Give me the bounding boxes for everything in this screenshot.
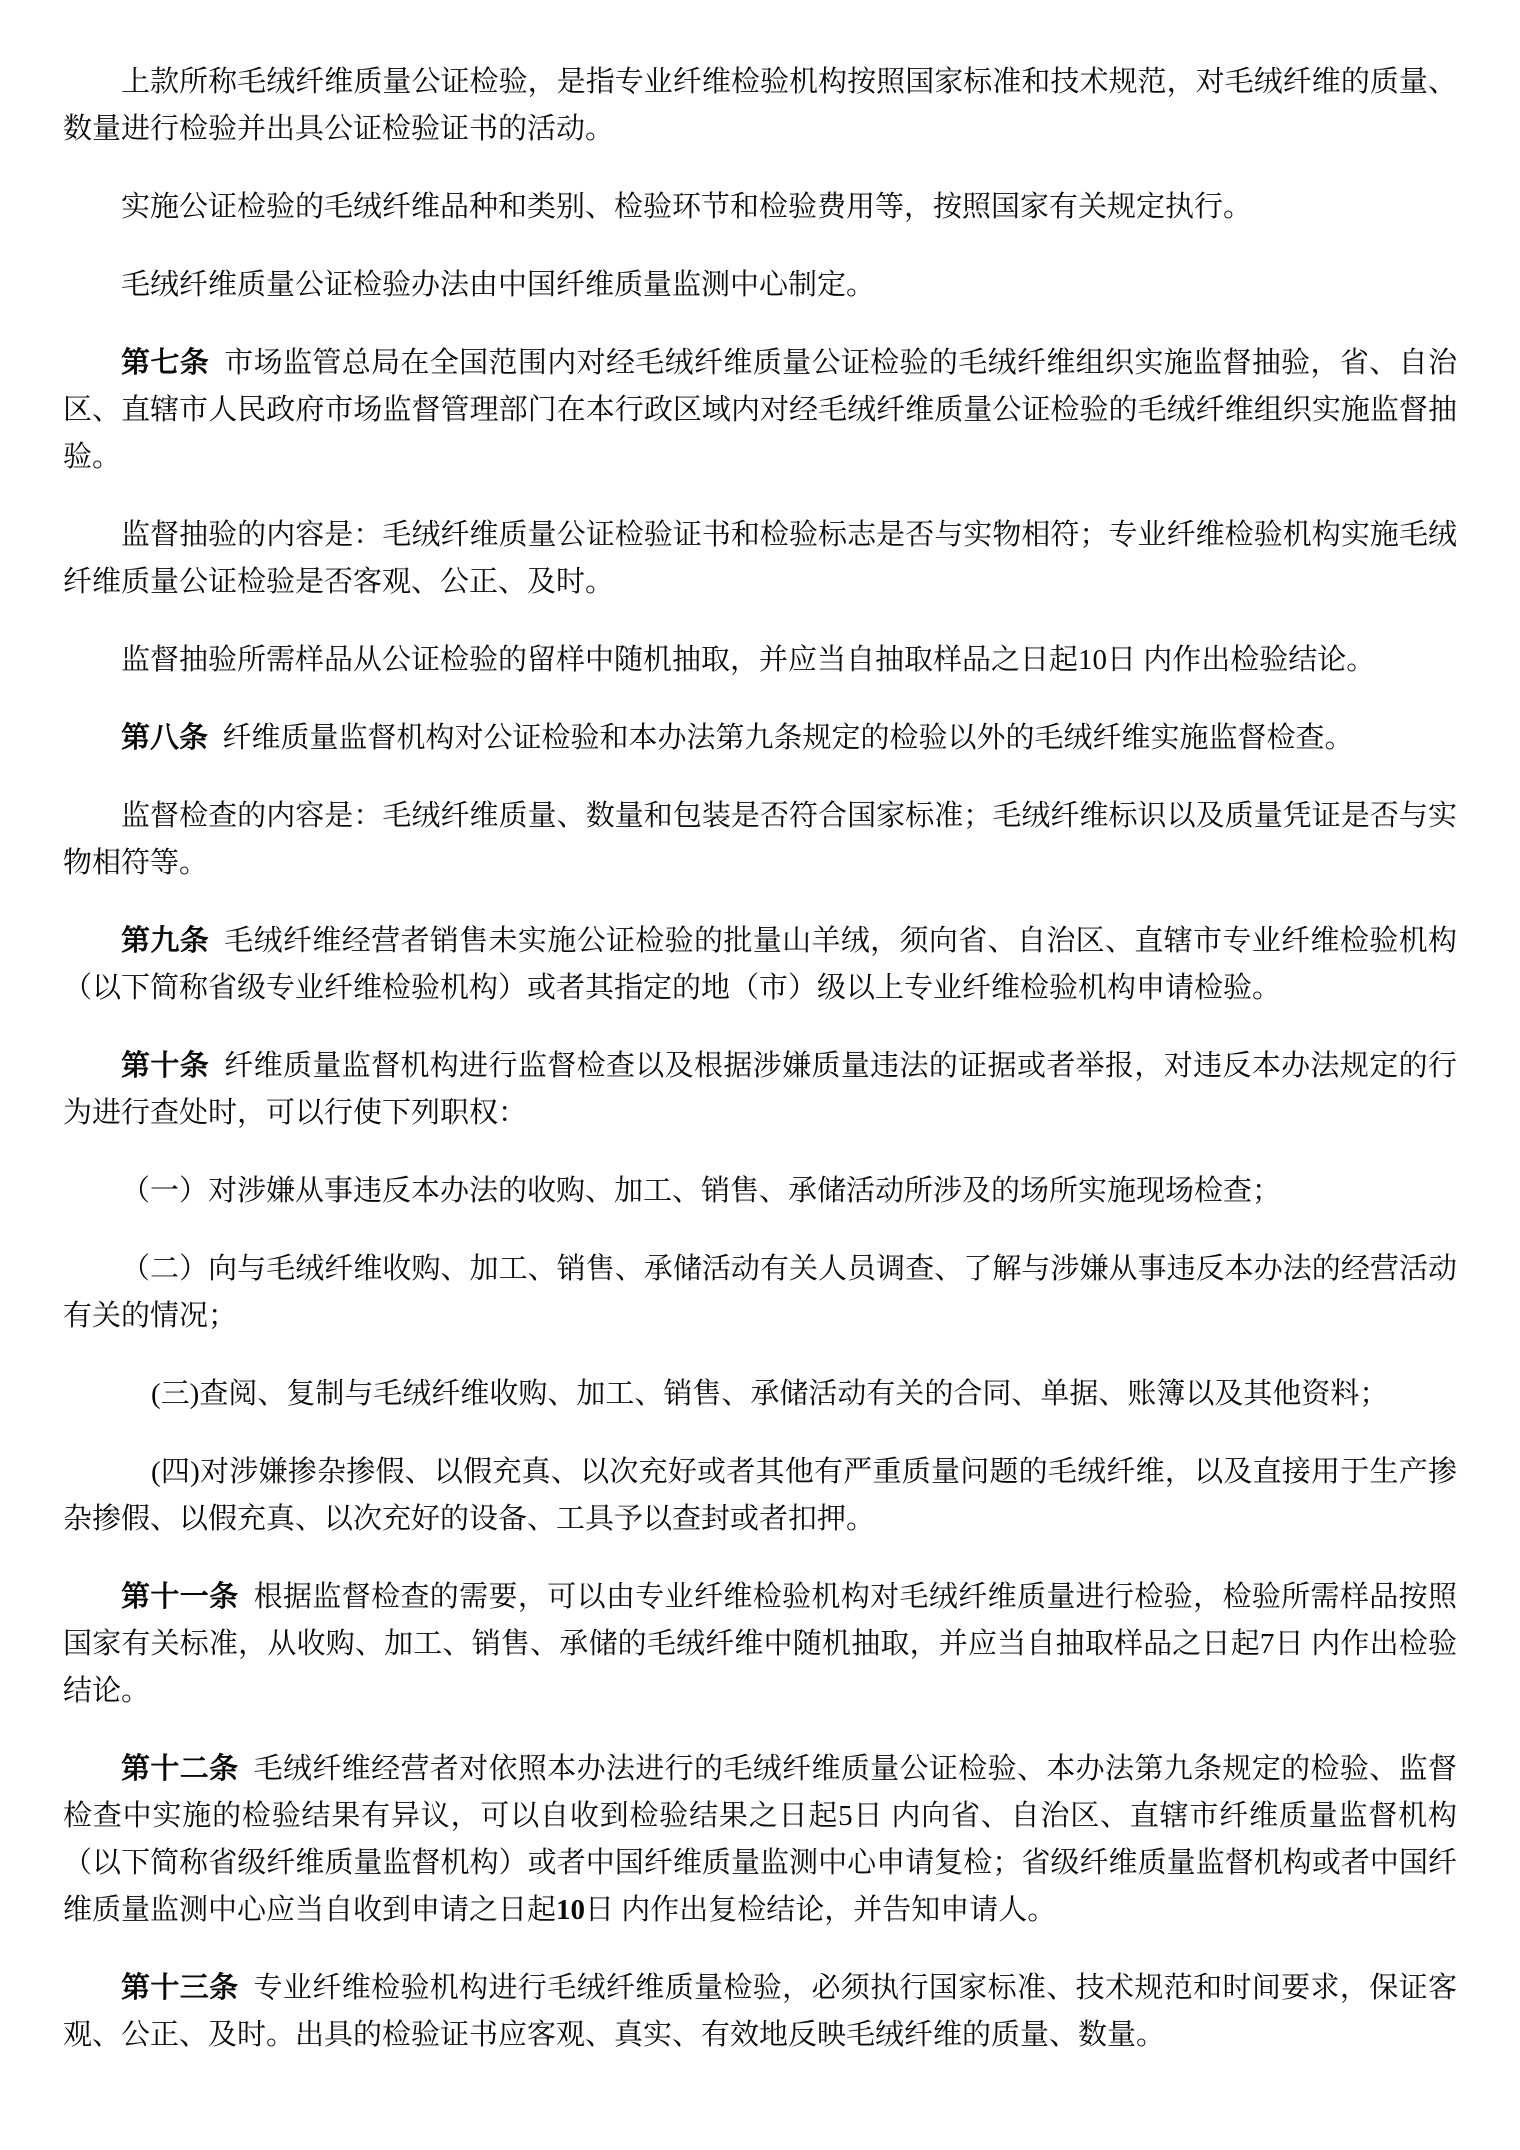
article-9-paragraph (63, 918, 1457, 1012)
text: 纤维质量监督机构对公证检验和本办法第九条规定的检验以外的毛绒纤维实施监督检查。 (208, 722, 1354, 754)
article-7-paragraph (63, 340, 1457, 481)
text: 专业纤维检验机构进行毛绒纤维质量检验，必须执行国家标准、技术规范和时间要求，保证客观、公正、及时。出具的检验证书应客观、真实、有效地反映毛绒纤维的质量、数量。 (63, 1972, 1457, 2051)
list-item-paragraph (63, 1168, 1457, 1215)
article-number: 第十一条 (121, 1581, 239, 1613)
text: 实施公证检验的毛绒纤维品种和类别、检验环节和检验费用等，按照国家有关规定执行。 (121, 191, 1253, 223)
text: 纤维质量监督机构进行监督检查以及根据涉嫌质量违法的证据或者举报，对违反本办法规定的行为进行查处时，可以行使下列职权： (63, 1050, 1457, 1129)
list-item-paragraph (63, 1246, 1457, 1340)
body-paragraph (63, 184, 1457, 231)
body-paragraph (63, 637, 1457, 684)
body-paragraph (63, 793, 1457, 887)
bold-number: 10 (556, 1894, 586, 1926)
text: （二）向与毛绒纤维收购、加工、销售、承储活动有关人员调查、了解与涉嫌从事违反本办法的经营活动有关的情况； (63, 1253, 1457, 1332)
text: 市场监管总局在全国范围内对经毛绒纤维质量公证检验的毛绒纤维组织实施监督抽验，省、自治区、直辖市人民政府市场监督管理部门在本行政区域内对经毛绒纤维质量公证检验的毛绒纤维组织实施监督抽验。 (63, 347, 1457, 473)
text: 根据监督检查的需要，可以由专业纤维检验机构对毛绒纤维质量进行检验，检验所需样品按照国家有关标准，从收购、加工、销售、承储的毛绒纤维中随机抽取，并应当自抽取样品之日起7日 内作出检验结论。 (63, 1581, 1457, 1707)
article-10-paragraph (63, 1043, 1457, 1137)
text: 上款所称毛绒纤维质量公证检验，是指专业纤维检验机构按照国家标准和技术规范，对毛绒纤维的质量、数量进行检验并出具公证检验证书的活动。 (63, 66, 1457, 145)
article-number: 第八条 (121, 722, 209, 754)
text: 日 内作出复检结论，并告知申请人。 (585, 1894, 1057, 1926)
text: (三)查阅、复制与毛绒纤维收购、加工、销售、承储活动有关的合同、单据、账簿以及其他资料； (151, 1378, 1389, 1410)
text: 毛绒纤维经营者对依照本办法进行的毛绒纤维质量公证检验、本办法第九条规定的检验、监督检查中实施的检验结果有异议，可以自收到检验结果之日起5日 内向省、自治区、直辖市纤维质量监督机构（以下简称省级纤维质量监督机构）或者中国纤维质量监测中心申请复检；省级纤维质量监督机构或者中国纤维质量监测中心应当自收到申请之日起 (63, 1753, 1457, 1926)
article-number: 第七条 (121, 347, 210, 379)
body-paragraph (63, 59, 1457, 153)
text: 毛绒纤维经营者销售未实施公证检验的批量山羊绒，须向省、自治区、直辖市专业纤维检验机构（以下简称省级专业纤维检验机构）或者其指定的地（市）级以上专业纤维检验机构申请检验。 (63, 925, 1457, 1004)
body-paragraph (63, 262, 1457, 309)
article-13-paragraph (63, 1965, 1457, 2059)
text: 监督抽验所需样品从公证检验的留样中随机抽取，并应当自抽取样品之日起10日 内作出检验结论。 (121, 644, 1376, 676)
text: 毛绒纤维质量公证检验办法由中国纤维质量监测中心制定。 (121, 269, 876, 301)
text: 监督检查的内容是：毛绒纤维质量、数量和包装是否符合国家标准；毛绒纤维标识以及质量凭证是否与实物相符等。 (63, 800, 1457, 879)
body-paragraph (63, 512, 1457, 606)
text: （一）对涉嫌从事违反本办法的收购、加工、销售、承储活动所涉及的场所实施现场检查； (121, 1175, 1282, 1207)
article-number: 第十条 (121, 1050, 210, 1082)
text: 监督抽验的内容是：毛绒纤维质量公证检验证书和检验标志是否与实物相符；专业纤维检验机构实施毛绒纤维质量公证检验是否客观、公正、及时。 (63, 519, 1457, 598)
article-11-paragraph (63, 1574, 1457, 1715)
article-number: 第十三条 (121, 1972, 239, 2004)
text: (四)对涉嫌掺杂掺假、以假充真、以次充好或者其他有严重质量问题的毛绒纤维，以及直接用于生产掺杂掺假、以假充真、以次充好的设备、工具予以查封或者扣押。 (63, 1456, 1457, 1535)
article-12-paragraph (63, 1746, 1457, 1934)
article-8-paragraph (63, 715, 1457, 762)
list-item-paragraph (63, 1449, 1457, 1543)
article-number: 第十二条 (121, 1753, 239, 1785)
article-number: 第九条 (121, 925, 210, 957)
list-item-paragraph (63, 1371, 1457, 1418)
